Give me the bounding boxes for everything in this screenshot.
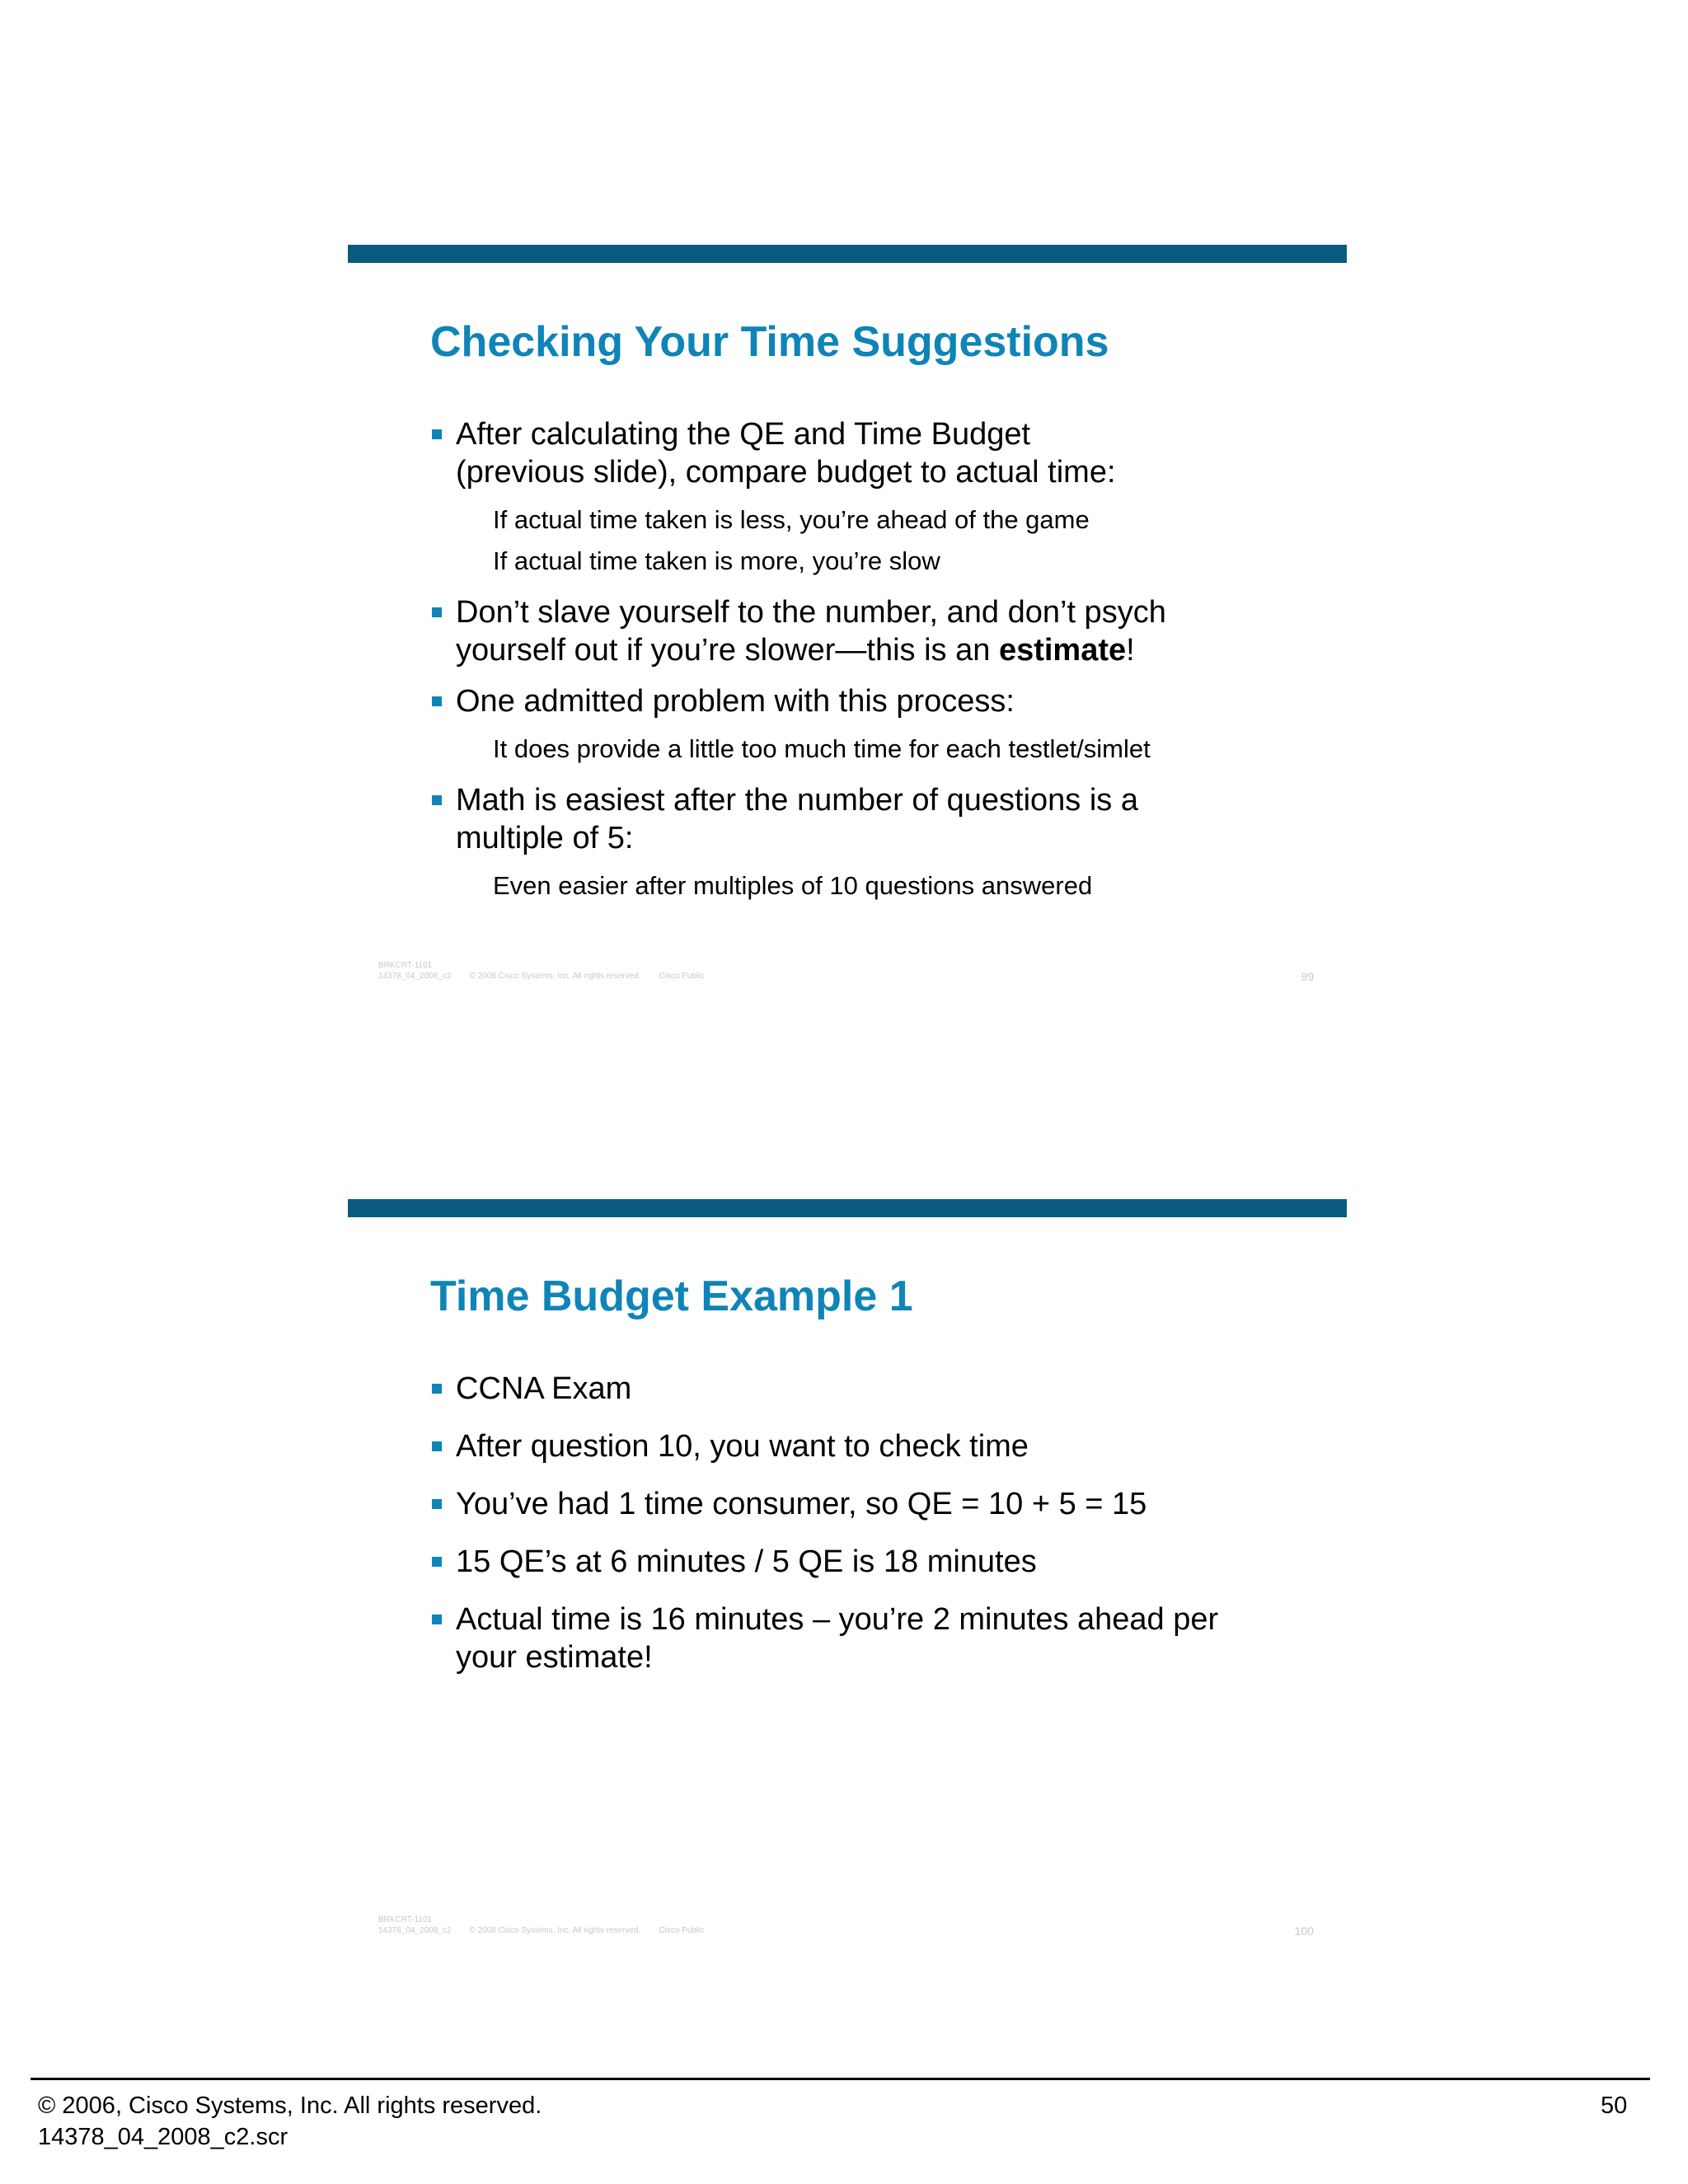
document-page-number: 50 (1601, 2093, 1628, 2119)
bullet-item (430, 593, 1304, 669)
bullet-item (430, 781, 1304, 857)
bullet-item (430, 415, 1304, 491)
sub-item: It does provide a little too much time for each testlet/simlet (493, 734, 1151, 763)
bullet-square-icon (432, 696, 442, 706)
bullet-line: After question 10, you want to check time (456, 1429, 1029, 1464)
footer-copyright: © 2008 Cisco Systems, Inc. All rights reserved. (469, 972, 641, 981)
bullet-item (430, 682, 1304, 720)
bullet-emphasis: estimate (998, 633, 1127, 668)
bullet-item (430, 1370, 1304, 1408)
bullet-item (430, 1543, 1304, 1581)
footer-class: Cisco Public (659, 972, 705, 981)
bullet-line: 15 QE’s at 6 minutes / 5 QE is 18 minutes (456, 1544, 1037, 1579)
bullet-line: After calculating the QE and Time Budget (456, 417, 1031, 452)
bullet-line: your estimate! (456, 1640, 653, 1675)
bullet-line: Don’t slave yourself to the number, and don’t psych (456, 595, 1166, 630)
bullet-item (430, 1485, 1304, 1523)
bullet-line (456, 631, 1304, 669)
bullet-text: ! (1126, 633, 1135, 668)
bullet-text: yourself out if you’re slower—this is an (456, 633, 999, 668)
bullet-square-icon (432, 1499, 442, 1509)
slide-content (430, 415, 1304, 918)
footer-course: BRKCRT-1101 (378, 961, 433, 970)
bullet-square-icon (432, 1615, 442, 1624)
slide-page-number: 99 (1301, 970, 1314, 983)
slide-title: Checking Your Time Suggestions (430, 318, 1109, 366)
slide-top-bar (348, 245, 1347, 263)
bullet-square-icon (432, 429, 442, 439)
slide-title: Time Budget Example 1 (430, 1272, 913, 1320)
document-file: 14378_04_2008_c2.scr (38, 2124, 288, 2150)
bullet-line: You’ve had 1 time consumer, so QE = 10 + 5 = 15 (456, 1487, 1147, 1521)
bullet-line: Math is easiest after the number of questions is a (456, 783, 1138, 818)
slide-99 (348, 245, 1347, 995)
slide-top-bar (348, 1199, 1347, 1217)
slide-content (430, 1370, 1304, 1696)
sub-item: Even easier after multiples of 10 questions answered (493, 871, 1093, 900)
slide-page-number: 100 (1294, 1924, 1314, 1938)
bullet-line: One admitted problem with this process: (456, 684, 1015, 719)
sub-item: If actual time taken is more, you’re slow (493, 546, 940, 575)
bullet-square-icon (432, 1557, 442, 1567)
footer-copyright: © 2008 Cisco Systems, Inc. All rights reserved. (469, 1926, 641, 1935)
bullet-line: CCNA Exam (456, 1371, 632, 1406)
slide-100 (348, 1199, 1347, 1949)
bullet-line: (previous slide), compare budget to actual time: (456, 455, 1116, 490)
footer-class: Cisco Public (659, 1926, 705, 1935)
footer-code: 14378_04_2008_c2 (378, 972, 452, 981)
bullet-square-icon (432, 1384, 442, 1394)
bullet-square-icon (432, 1441, 442, 1451)
bullet-square-icon (432, 607, 442, 617)
footer-code: 14378_04_2008_c2 (378, 1926, 452, 1935)
sub-item: If actual time taken is less, you’re ahead of the game (493, 505, 1090, 534)
slide-footer (378, 960, 722, 982)
document-copyright: © 2006, Cisco Systems, Inc. All rights reserved. (38, 2093, 542, 2119)
bullet-item (430, 1427, 1304, 1465)
bullet-line: multiple of 5: (456, 821, 634, 855)
document-footer (38, 2090, 542, 2153)
bullet-item (430, 1601, 1304, 1676)
slide-footer (378, 1915, 722, 1936)
bullet-square-icon (432, 795, 442, 805)
footer-course: BRKCRT-1101 (378, 1915, 433, 1924)
footer-divider (30, 2078, 1650, 2080)
bullet-line: Actual time is 16 minutes – you’re 2 minutes ahead per (456, 1602, 1219, 1637)
